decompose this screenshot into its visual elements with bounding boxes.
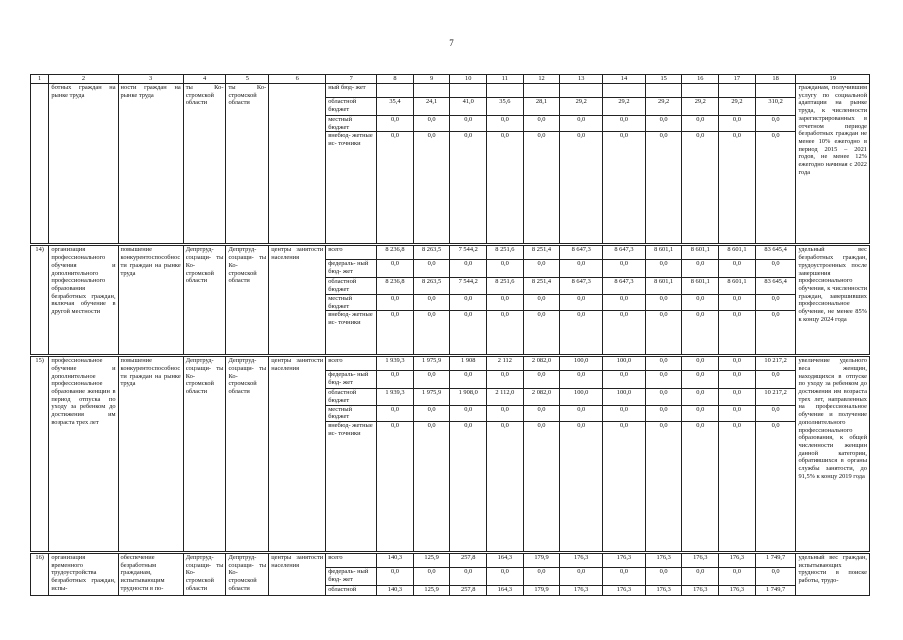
- funding-value: 0,0: [603, 311, 646, 355]
- funding-value: 0,0: [450, 422, 487, 552]
- funding-value: 257,8: [450, 586, 487, 596]
- column-number: 10: [450, 75, 487, 84]
- funding-value: 0,0: [450, 116, 487, 132]
- funding-value: [603, 84, 646, 98]
- funding-value: 0,0: [377, 294, 414, 310]
- funding-value: 0,0: [377, 260, 414, 278]
- funding-value: 8 236,8: [377, 246, 414, 260]
- cell-name: организация временного трудоустройства безработных граждан, испы-: [49, 554, 118, 596]
- funding-value: 164,3: [487, 554, 524, 568]
- funding-value: 28,1: [523, 98, 560, 116]
- funding-value: 29,2: [719, 98, 756, 116]
- funding-value: 29,2: [603, 98, 646, 116]
- funding-value: 1 939,3: [377, 389, 414, 405]
- funding-value: 0,0: [645, 405, 682, 421]
- funding-value: 176,3: [560, 554, 603, 568]
- funding-value: 0,0: [523, 294, 560, 310]
- column-number: 8: [377, 75, 414, 84]
- funding-value: 0,0: [523, 568, 560, 586]
- funding-value: 0,0: [523, 422, 560, 552]
- funding-value: 0,0: [645, 371, 682, 389]
- funding-source-label: областной бюджет: [326, 278, 377, 294]
- funding-value: 8 647,3: [560, 278, 603, 294]
- cell-no: 15): [31, 357, 49, 552]
- column-number: 1: [31, 75, 49, 84]
- funding-value: 0,0: [719, 405, 756, 421]
- funding-value: 179,9: [523, 554, 560, 568]
- column-number: 7: [326, 75, 377, 84]
- funding-value: 35,4: [377, 98, 414, 116]
- funding-source-label: внебюд- жетные ис- точники: [326, 422, 377, 552]
- funding-value: [682, 84, 719, 98]
- funding-value: 0,0: [487, 405, 524, 421]
- column-number: 4: [183, 75, 226, 84]
- funding-value: 0,0: [755, 294, 796, 310]
- funding-value: [719, 84, 756, 98]
- funding-value: 0,0: [487, 294, 524, 310]
- funding-value: 8 601,1: [719, 278, 756, 294]
- funding-value: 1 939,3: [377, 357, 414, 371]
- funding-value: 29,2: [560, 98, 603, 116]
- funding-value: 176,3: [603, 554, 646, 568]
- funding-value: 8 601,1: [645, 278, 682, 294]
- funding-value: 2 112: [487, 357, 524, 371]
- funding-value: 0,0: [560, 405, 603, 421]
- cell-participants: центры занятости населения: [269, 246, 326, 355]
- funding-value: 176,3: [682, 586, 719, 596]
- cell-participants: центры занятости населения: [269, 554, 326, 596]
- cell-result: удельный вес граждан, испытывающих трудности в поиске работы, трудо-: [796, 554, 870, 596]
- funding-value: 0,0: [645, 116, 682, 132]
- funding-value: 0,0: [719, 357, 756, 371]
- funding-value: 0,0: [755, 405, 796, 421]
- page-number: 7: [449, 38, 454, 48]
- funding-value: 0,0: [719, 116, 756, 132]
- funding-value: [487, 84, 524, 98]
- funding-value: 0,0: [682, 371, 719, 389]
- funding-value: 0,0: [487, 260, 524, 278]
- funding-value: 0,0: [523, 132, 560, 244]
- funding-value: 2 082,0: [523, 357, 560, 371]
- funding-value: 0,0: [755, 311, 796, 355]
- column-number: 6: [269, 75, 326, 84]
- funding-value: 0,0: [755, 422, 796, 552]
- cell-executor: ты Ко- стромской области: [183, 84, 226, 244]
- funding-value: 10 217,2: [755, 357, 796, 371]
- funding-value: 140,3: [377, 554, 414, 568]
- funding-value: 0,0: [682, 116, 719, 132]
- table-row: [31, 357, 870, 371]
- funding-value: 0,0: [603, 422, 646, 552]
- funding-value: 0,0: [377, 405, 414, 421]
- funding-value: 140,3: [377, 586, 414, 596]
- funding-source-label: всего: [326, 554, 377, 568]
- column-number: 5: [226, 75, 269, 84]
- column-number: 18: [755, 75, 796, 84]
- funding-value: 0,0: [682, 294, 719, 310]
- funding-source-label: федераль- ный бюд- жет: [326, 260, 377, 278]
- column-number: 13: [560, 75, 603, 84]
- funding-value: 0,0: [377, 116, 414, 132]
- funding-value: 8 251,4: [523, 278, 560, 294]
- funding-value: 0,0: [413, 422, 450, 552]
- cell-objective: повышение конкурентоспособности граждан на рынке труда: [118, 246, 183, 355]
- funding-value: [450, 84, 487, 98]
- funding-source-label: местный бюджет: [326, 294, 377, 310]
- funding-source-label: ный бюд- жет: [326, 84, 377, 98]
- cell-no: 16): [31, 554, 49, 596]
- funding-value: 0,0: [560, 568, 603, 586]
- funding-source-label: федераль- ный бюд- жет: [326, 568, 377, 586]
- column-number: 12: [523, 75, 560, 84]
- cell-no: [31, 84, 49, 244]
- funding-value: 8 251,4: [523, 246, 560, 260]
- column-number: 15: [645, 75, 682, 84]
- column-number-row: [31, 75, 870, 84]
- funding-source-label: федераль- ный бюд- жет: [326, 371, 377, 389]
- cell-objective: ности граждан на рынке труда: [118, 84, 183, 244]
- funding-value: 0,0: [377, 371, 414, 389]
- cell-no: 14): [31, 246, 49, 355]
- funding-value: 83 645,4: [755, 278, 796, 294]
- column-number: 14: [603, 75, 646, 84]
- cell-result: гражданам, получившим услугу по социальной адаптации на рынке труда, к численности зарегистрированных в отчетном периоде безработных граждан не менее 10% ежегодно в период 2015 – 2021 годов, не менее 12% ежегодно начиная с 2022 года: [796, 84, 870, 244]
- funding-value: 0,0: [523, 405, 560, 421]
- funding-value: 0,0: [413, 311, 450, 355]
- funding-value: 176,3: [682, 554, 719, 568]
- cell-participants: [269, 84, 326, 244]
- funding-source-label: внебюд- жетные ис- точники: [326, 311, 377, 355]
- funding-source-label: областной бюджет: [326, 98, 377, 116]
- funding-value: 0,0: [377, 568, 414, 586]
- funding-value: 0,0: [523, 371, 560, 389]
- table-row: [31, 84, 870, 98]
- cell-name: профессиональное обучение и дополнительное профессиональное образование женщин в период отпуска по уходу за ребенком до достижения им возраста трех лет: [49, 357, 118, 552]
- funding-value: [413, 84, 450, 98]
- funding-value: 35,6: [487, 98, 524, 116]
- funding-value: 0,0: [413, 116, 450, 132]
- funding-value: 0,0: [645, 357, 682, 371]
- funding-value: 257,8: [450, 554, 487, 568]
- funding-value: 8 647,3: [603, 246, 646, 260]
- funding-value: [755, 84, 796, 98]
- funding-value: 0,0: [755, 371, 796, 389]
- funding-value: 0,0: [413, 260, 450, 278]
- funding-value: 7 544,2: [450, 246, 487, 260]
- funding-value: 310,2: [755, 98, 796, 116]
- funding-value: 0,0: [682, 311, 719, 355]
- funding-value: 0,0: [487, 371, 524, 389]
- cell-coexecutor: Депртруд- соцзащи- ты Ко- стромской области: [226, 246, 269, 355]
- table-row: [31, 554, 870, 568]
- funding-value: 176,3: [645, 554, 682, 568]
- cell-result: удельный вес безработных граждан, трудоустроенных после завершения профессионального обучения, к численности граждан, завершивших профессиональное обучение, не менее 85% к концу 2024 года: [796, 246, 870, 355]
- funding-value: 0,0: [560, 260, 603, 278]
- funding-value: 0,0: [755, 260, 796, 278]
- funding-value: 0,0: [377, 422, 414, 552]
- funding-value: 0,0: [682, 405, 719, 421]
- funding-value: 0,0: [560, 311, 603, 355]
- funding-source-label: внебюд- жетные ис- точники: [326, 132, 377, 244]
- funding-value: 176,3: [719, 554, 756, 568]
- funding-value: 0,0: [755, 568, 796, 586]
- funding-value: 100,0: [603, 389, 646, 405]
- funding-value: 0,0: [487, 116, 524, 132]
- funding-value: 0,0: [719, 132, 756, 244]
- funding-value: 0,0: [413, 405, 450, 421]
- cell-objective: обеспечение безработным гражданам, испытывающим трудности в по-: [118, 554, 183, 596]
- funding-value: 0,0: [487, 568, 524, 586]
- funding-value: 8 601,1: [645, 246, 682, 260]
- cell-coexecutor: ты Ко- стромской области: [226, 84, 269, 244]
- funding-value: 0,0: [719, 371, 756, 389]
- funding-value: 0,0: [755, 116, 796, 132]
- funding-value: 0,0: [560, 422, 603, 552]
- funding-value: 1 749,7: [755, 554, 796, 568]
- funding-value: 0,0: [450, 260, 487, 278]
- funding-value: 176,3: [603, 586, 646, 596]
- funding-value: 8 601,1: [719, 246, 756, 260]
- funding-value: 0,0: [755, 132, 796, 244]
- funding-value: 0,0: [450, 294, 487, 310]
- funding-value: 0,0: [682, 132, 719, 244]
- funding-value: 0,0: [523, 116, 560, 132]
- funding-value: [523, 84, 560, 98]
- funding-value: 0,0: [377, 311, 414, 355]
- funding-value: 1 908,0: [450, 389, 487, 405]
- funding-value: 0,0: [645, 294, 682, 310]
- funding-value: 0,0: [413, 132, 450, 244]
- funding-value: 0,0: [487, 132, 524, 244]
- funding-value: 0,0: [560, 132, 603, 244]
- funding-value: 29,2: [682, 98, 719, 116]
- funding-value: 164,3: [487, 586, 524, 596]
- funding-value: 0,0: [603, 568, 646, 586]
- funding-value: 1 908: [450, 357, 487, 371]
- funding-value: 0,0: [487, 422, 524, 552]
- funding-value: 0,0: [682, 568, 719, 586]
- funding-value: 0,0: [603, 116, 646, 132]
- funding-value: 0,0: [413, 371, 450, 389]
- cell-result: увеличение удельного веса женщин, находящихся в отпуске по уходу за ребенком до достижения им возраста трех лет, направленных на профессиональное обучение и получение дополнительного профессионального образования, к общей численности женщин данной категории, обратившихся в органы службы занятости, до 91,5% к концу 2019 года: [796, 357, 870, 552]
- funding-value: 0,0: [603, 405, 646, 421]
- funding-value: 0,0: [645, 260, 682, 278]
- funding-value: 0,0: [645, 311, 682, 355]
- funding-value: 0,0: [450, 405, 487, 421]
- column-number: 19: [796, 75, 870, 84]
- funding-value: 0,0: [603, 260, 646, 278]
- funding-source-label: всего: [326, 357, 377, 371]
- funding-value: 7 544,2: [450, 278, 487, 294]
- cell-objective: повышение конкурентоспособности граждан на рынке труда: [118, 357, 183, 552]
- funding-value: 0,0: [523, 311, 560, 355]
- funding-value: 0,0: [450, 371, 487, 389]
- funding-value: 0,0: [682, 357, 719, 371]
- funding-value: 0,0: [719, 568, 756, 586]
- funding-value: [560, 84, 603, 98]
- cell-participants: центры занятости населения: [269, 357, 326, 552]
- cell-coexecutor: Депртруд- соцзащи- ты Ко- стромской области: [226, 554, 269, 596]
- funding-source-label: областной: [326, 586, 377, 596]
- funding-value: 0,0: [450, 311, 487, 355]
- funding-value: 8 647,3: [603, 278, 646, 294]
- funding-value: 176,3: [560, 586, 603, 596]
- funding-source-label: местный бюджет: [326, 116, 377, 132]
- funding-value: 0,0: [413, 294, 450, 310]
- funding-value: 8 601,1: [682, 246, 719, 260]
- column-number: 17: [719, 75, 756, 84]
- cell-executor: Депртруд- соцзащи- ты Ко- стромской области: [183, 554, 226, 596]
- funding-value: 0,0: [377, 132, 414, 244]
- funding-value: 0,0: [645, 389, 682, 405]
- funding-value: 8 236,8: [377, 278, 414, 294]
- cell-coexecutor: Депртруд- соцзащи- ты Ко- стромской области: [226, 357, 269, 552]
- funding-value: 0,0: [645, 568, 682, 586]
- funding-value: 0,0: [450, 132, 487, 244]
- column-number: 11: [487, 75, 524, 84]
- funding-value: 0,0: [487, 311, 524, 355]
- funding-value: 0,0: [603, 132, 646, 244]
- cell-executor: Депртруд- соцзащи- ты Ко- стромской области: [183, 246, 226, 355]
- funding-value: 83 645,4: [755, 246, 796, 260]
- funding-value: 8 263,5: [413, 278, 450, 294]
- funding-value: 0,0: [719, 260, 756, 278]
- funding-value: 0,0: [682, 260, 719, 278]
- funding-value: 8 251,6: [487, 278, 524, 294]
- funding-value: 10 217,2: [755, 389, 796, 405]
- funding-value: 0,0: [603, 371, 646, 389]
- funding-value: 8 251,6: [487, 246, 524, 260]
- funding-value: 24,1: [413, 98, 450, 116]
- column-number: 16: [682, 75, 719, 84]
- funding-value: [377, 84, 414, 98]
- funding-value: 29,2: [645, 98, 682, 116]
- funding-value: 1 749,7: [755, 586, 796, 596]
- cell-executor: Депртруд- соцзащи- ты Ко- стромской области: [183, 357, 226, 552]
- funding-value: 125,9: [413, 586, 450, 596]
- funding-value: 2 082,0: [523, 389, 560, 405]
- funding-value: 8 263,5: [413, 246, 450, 260]
- funding-value: 8 647,3: [560, 246, 603, 260]
- funding-value: 100,0: [603, 357, 646, 371]
- program-activities-table: [30, 74, 870, 596]
- funding-value: [645, 84, 682, 98]
- funding-value: 2 112,0: [487, 389, 524, 405]
- funding-value: 0,0: [603, 294, 646, 310]
- funding-source-label: областной бюджет: [326, 389, 377, 405]
- funding-value: 179,9: [523, 586, 560, 596]
- funding-value: 176,3: [719, 586, 756, 596]
- funding-source-label: всего: [326, 246, 377, 260]
- funding-value: 0,0: [719, 389, 756, 405]
- funding-value: 0,0: [560, 371, 603, 389]
- funding-value: 8 601,1: [682, 278, 719, 294]
- table-row: [31, 246, 870, 260]
- funding-value: 0,0: [645, 132, 682, 244]
- column-number: 9: [413, 75, 450, 84]
- funding-value: 125,9: [413, 554, 450, 568]
- column-number: 2: [49, 75, 118, 84]
- funding-value: 0,0: [413, 568, 450, 586]
- cell-name: организация профессионального обучения и дополнительного профессионального образования безработных граждан, включая обучение в другой местности: [49, 246, 118, 355]
- funding-value: 0,0: [719, 422, 756, 552]
- funding-value: 0,0: [523, 260, 560, 278]
- funding-value: 0,0: [560, 116, 603, 132]
- funding-value: 1 975,9: [413, 357, 450, 371]
- column-number: 3: [118, 75, 183, 84]
- funding-value: 0,0: [645, 422, 682, 552]
- cell-name: ботных граждан на рынке труда: [49, 84, 118, 244]
- funding-value: 41,0: [450, 98, 487, 116]
- funding-value: 0,0: [719, 311, 756, 355]
- funding-value: 0,0: [682, 422, 719, 552]
- funding-value: 0,0: [450, 568, 487, 586]
- funding-value: 176,3: [645, 586, 682, 596]
- funding-value: 0,0: [719, 294, 756, 310]
- funding-source-label: местный бюджет: [326, 405, 377, 421]
- funding-value: 0,0: [560, 294, 603, 310]
- funding-value: 1 975,9: [413, 389, 450, 405]
- funding-value: 100,0: [560, 357, 603, 371]
- funding-value: 0,0: [682, 389, 719, 405]
- funding-value: 100,0: [560, 389, 603, 405]
